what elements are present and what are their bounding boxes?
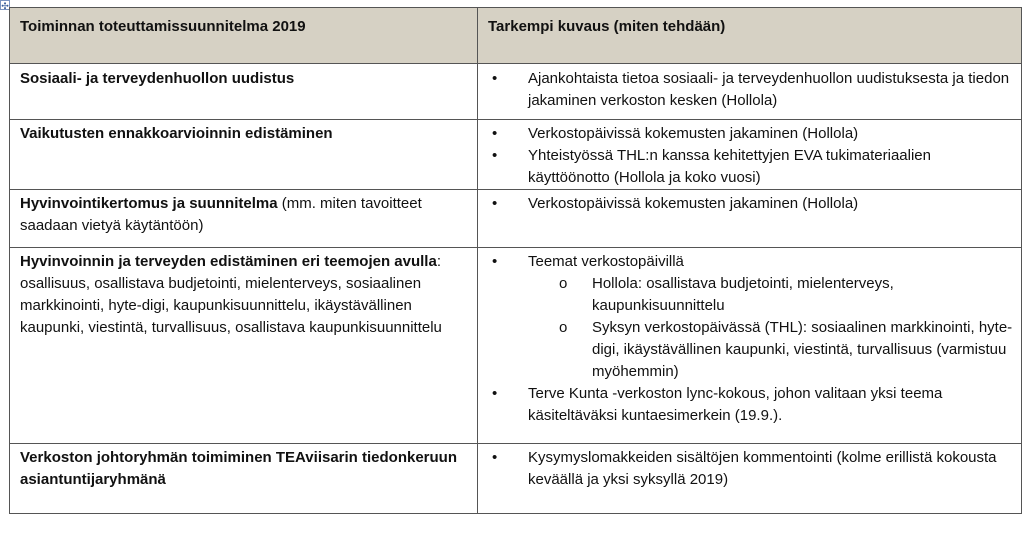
bullet-item: • Yhteistyössä THL:n kanssa kehitettyjen EVA tukimateriaalien käyttöönotto (Hollola ja koko vuosi) (488, 145, 1013, 189)
plan-cell (10, 190, 478, 248)
plan-cell (10, 120, 478, 190)
description-cell (478, 64, 1022, 120)
sub-bullet-item: o Syksyn verkostopäivässä (THL): sosiaalinen markkinointi, hyte-digi, ikäystävällinen kaupunki, viestintä, turvallisuus (varmistuu myöhemmin) (488, 317, 1013, 383)
plan-title: Hyvinvointikertomus ja suunnitelma (20, 195, 278, 212)
header-description: Tarkempi kuvaus (miten tehdään) (478, 8, 1022, 64)
bullet-item: • Verkostopäivissä kokemusten jakaminen (Hollola) (488, 123, 1013, 145)
action-plan-table (9, 7, 1022, 514)
bullet-item: • Teemat verkostopäivillä (488, 251, 1013, 273)
description-cell (478, 444, 1022, 514)
description-cell (478, 120, 1022, 190)
bullet-item: • Terve Kunta -verkoston lync-kokous, johon valitaan yksi teema käsiteltäväksi kuntaesimerkein (19.9.). (488, 383, 1013, 427)
table-row (10, 444, 1022, 514)
bullet-item: • Verkostopäivissä kokemusten jakaminen (Hollola) (488, 193, 1013, 215)
plan-title: Sosiaali- ja terveydenhuollon uudistus (20, 70, 295, 87)
plan-detail: : osallisuus, osallistava budjetointi, mielenterveys, sosiaalinen markkinointi, hyte-digi, kaupunkisuunnittelu, ikäystävällinen kaupunki, viestintä, turvallisuus, osallistava kaupunkisuunnittelu (20, 253, 442, 336)
table-row (10, 190, 1022, 248)
description-cell (478, 248, 1022, 444)
table-move-handle-icon[interactable]: ✣ (1, 1, 9, 11)
plan-detail: (mm. miten tavoitteet saadaan vietyä käytäntöön) (20, 195, 422, 234)
table-row (10, 120, 1022, 190)
table-row (10, 248, 1022, 444)
plan-title: Hyvinvoinnin ja terveyden edistäminen eri teemojen avulla (20, 253, 437, 270)
plan-title: Vaikutusten ennakkoarvioinnin edistäminen (20, 125, 333, 142)
description-cell (478, 190, 1022, 248)
table-header-row (10, 8, 1022, 64)
header-plan: Toiminnan toteuttamissuunnitelma 2019 (10, 8, 478, 64)
plan-cell (10, 64, 478, 120)
bullet-item: • Ajankohtaista tietoa sosiaali- ja terveydenhuollon uudistuksesta ja tiedon jakaminen verkoston kesken (Hollola) (488, 68, 1013, 112)
plan-cell (10, 444, 478, 514)
table-row (10, 64, 1022, 120)
sub-bullet-item: o Hollola: osallistava budjetointi, mielenterveys, kaupunkisuunnittelu (488, 273, 1013, 317)
plan-cell (10, 248, 478, 444)
plan-title: Verkoston johtoryhmän toimiminen TEAviisarin tiedonkeruun asiantuntijaryhmänä (20, 449, 458, 488)
bullet-item: • Kysymyslomakkeiden sisältöjen kommentointi (kolme erillistä kokousta keväällä ja yksi syksyllä 2019) (488, 447, 1013, 491)
